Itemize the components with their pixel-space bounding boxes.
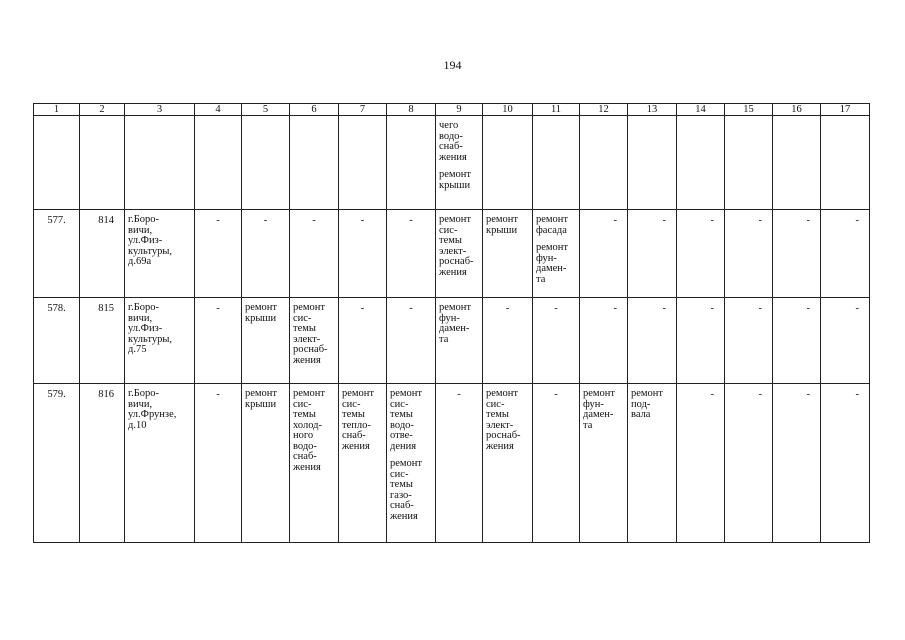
address-line: д.69а bbox=[128, 256, 152, 267]
carryover-cell-7 bbox=[339, 116, 387, 210]
address-line: д.10 bbox=[128, 419, 147, 431]
work-text-line: сис- bbox=[390, 468, 409, 480]
work-text-line: жения bbox=[293, 461, 321, 473]
header-cell-7: 7 bbox=[339, 104, 387, 116]
work-text-line: дамен- bbox=[583, 409, 614, 420]
work-text-line: ремонт bbox=[486, 214, 519, 225]
header-cell-11: 11 bbox=[533, 104, 580, 116]
header-cell-10: 10 bbox=[483, 104, 533, 116]
work-text-line: ремонт bbox=[536, 214, 569, 225]
address-line: д.75 bbox=[128, 344, 147, 355]
work-cell bbox=[242, 298, 290, 384]
carryover-cell-17 bbox=[821, 116, 870, 210]
carryover-cell-11 bbox=[533, 116, 580, 210]
address-cell bbox=[125, 298, 195, 384]
dash-cell: - bbox=[195, 210, 242, 298]
work-text-line: темы bbox=[390, 479, 413, 490]
work-text-line: под- bbox=[631, 398, 651, 410]
work-text-line: ремонт bbox=[536, 242, 569, 253]
work-text-line: сис- bbox=[486, 398, 505, 410]
work-text-line: дения bbox=[390, 440, 417, 452]
work-text-line: сис- bbox=[293, 312, 312, 324]
work-text-line: ремонт bbox=[245, 388, 278, 399]
dash-cell: - bbox=[387, 298, 436, 384]
carryover-text-line: ремонт bbox=[439, 169, 472, 180]
address-line: вичи, bbox=[128, 312, 153, 324]
work-text-line: роснаб- bbox=[439, 256, 474, 267]
address-line: г.Боро- bbox=[128, 214, 160, 225]
work-text-line: темы bbox=[293, 323, 316, 334]
dash-cell: - bbox=[290, 210, 339, 298]
work-text-line: роснаб- bbox=[293, 344, 328, 355]
header-cell-6: 6 bbox=[290, 104, 339, 116]
dash-cell: - bbox=[387, 210, 436, 298]
row-number-cell: 578. bbox=[34, 298, 80, 384]
work-text-line: элект- bbox=[486, 419, 514, 431]
header-cell-15: 15 bbox=[725, 104, 773, 116]
address-line: вичи, bbox=[128, 398, 153, 410]
carryover-cell-13 bbox=[628, 116, 677, 210]
header-cell-12: 12 bbox=[580, 104, 628, 116]
work-text-line: крыши bbox=[245, 398, 277, 410]
dash-cell: - bbox=[628, 298, 677, 384]
header-cell-4: 4 bbox=[195, 104, 242, 116]
dash-cell: - bbox=[436, 384, 483, 543]
house-id-cell: 816 bbox=[80, 384, 125, 543]
dash-cell: - bbox=[483, 298, 533, 384]
header-cell-14: 14 bbox=[677, 104, 725, 116]
work-text-line: снаб- bbox=[390, 500, 414, 511]
work-text-line: сис- bbox=[342, 398, 361, 410]
dash-cell: - bbox=[677, 384, 725, 543]
work-text-line: темы bbox=[390, 409, 413, 420]
work-cell bbox=[628, 384, 677, 543]
dash-cell: - bbox=[725, 384, 773, 543]
work-text-line: вала bbox=[631, 409, 651, 420]
dash-cell: - bbox=[339, 298, 387, 384]
row-number-cell: 577. bbox=[34, 210, 80, 298]
work-text-line: ремонт bbox=[293, 302, 326, 313]
address-line: вичи, bbox=[128, 224, 153, 236]
work-text-line: ремонт bbox=[342, 388, 375, 399]
work-text-line: дамен- bbox=[536, 263, 567, 274]
address-line: ул.Физ- bbox=[128, 323, 163, 334]
work-text-line: темы bbox=[486, 409, 509, 420]
address-line: г.Боро- bbox=[128, 302, 160, 313]
work-text-line: водо- bbox=[390, 419, 414, 431]
dash-cell: - bbox=[725, 210, 773, 298]
dash-cell: - bbox=[677, 298, 725, 384]
carryover-cell-3 bbox=[125, 116, 195, 210]
work-text-line: темы bbox=[439, 235, 462, 246]
work-cell bbox=[580, 384, 628, 543]
work-text-line: крыши bbox=[486, 224, 518, 236]
carryover-cell-1 bbox=[34, 116, 80, 210]
carryover-cell-4 bbox=[195, 116, 242, 210]
dash-cell: - bbox=[773, 384, 821, 543]
carryover-cell-8 bbox=[387, 116, 436, 210]
address-line: ул.Фрунзе, bbox=[128, 409, 177, 420]
address-line: г.Боро- bbox=[128, 388, 160, 399]
work-text-line: жения bbox=[293, 354, 321, 366]
work-cell bbox=[483, 384, 533, 543]
work-text-line: жения bbox=[342, 440, 370, 452]
carryover-text-line: снаб- bbox=[439, 141, 463, 152]
work-text-line: газо- bbox=[390, 489, 412, 501]
carryover-cell-12 bbox=[580, 116, 628, 210]
header-cell-9: 9 bbox=[436, 104, 483, 116]
work-text-line: жения bbox=[486, 440, 514, 452]
dash-cell: - bbox=[580, 210, 628, 298]
work-cell bbox=[436, 298, 483, 384]
address-line: культуры, bbox=[128, 245, 172, 257]
work-text-line: снаб- bbox=[342, 430, 366, 441]
house-id-cell: 815 bbox=[80, 298, 125, 384]
table-row bbox=[34, 298, 870, 384]
address-cell bbox=[125, 210, 195, 298]
work-text-line: ремонт bbox=[631, 388, 664, 399]
carryover-text-line: водо- bbox=[439, 130, 463, 142]
work-cell bbox=[533, 210, 580, 298]
work-text-line: сис- bbox=[439, 224, 458, 236]
work-text-line: тепло- bbox=[342, 419, 371, 431]
dash-cell: - bbox=[195, 384, 242, 543]
dash-cell: - bbox=[242, 210, 290, 298]
work-text-line: ремонт bbox=[583, 388, 616, 399]
header-cell-1: 1 bbox=[34, 104, 80, 116]
dash-cell: - bbox=[339, 210, 387, 298]
dash-cell: - bbox=[628, 210, 677, 298]
work-text-line: ремонт bbox=[245, 302, 278, 313]
work-cell bbox=[339, 384, 387, 543]
work-text-line: та bbox=[439, 333, 449, 345]
work-text-line: темы bbox=[293, 409, 316, 420]
carryover-text-line: крыши bbox=[439, 179, 471, 191]
carryover-cell-5 bbox=[242, 116, 290, 210]
carryover-cell-9 bbox=[436, 116, 483, 210]
carryover-cell-10 bbox=[483, 116, 533, 210]
work-text-line: та bbox=[536, 273, 546, 285]
work-text-line: элект- bbox=[293, 333, 321, 345]
work-text-line: сис- bbox=[390, 398, 409, 410]
dash-cell: - bbox=[821, 384, 870, 543]
dash-cell: - bbox=[533, 384, 580, 543]
dash-cell: - bbox=[773, 298, 821, 384]
dash-cell: - bbox=[533, 298, 580, 384]
header-cell-5: 5 bbox=[242, 104, 290, 116]
work-text-line: отве- bbox=[390, 430, 413, 441]
work-cell bbox=[483, 210, 533, 298]
work-text-line: ремонт bbox=[439, 302, 472, 313]
carryover-text-line: чего bbox=[439, 120, 459, 131]
work-text-line: фун- bbox=[536, 252, 557, 264]
header-cell-17: 17 bbox=[821, 104, 870, 116]
row-number-cell: 579. bbox=[34, 384, 80, 543]
header-cell-8: 8 bbox=[387, 104, 436, 116]
work-text-line: ремонт bbox=[390, 388, 423, 399]
work-cell bbox=[436, 210, 483, 298]
work-text-line: дамен- bbox=[439, 323, 470, 334]
work-text-line: элект- bbox=[439, 245, 467, 257]
header-cell-16: 16 bbox=[773, 104, 821, 116]
header-cell-13: 13 bbox=[628, 104, 677, 116]
carryover-row bbox=[34, 116, 870, 210]
header-cell-2: 2 bbox=[80, 104, 125, 116]
work-text-line: ремонт bbox=[486, 388, 519, 399]
work-cell bbox=[387, 384, 436, 543]
work-text-line: жения bbox=[439, 266, 467, 278]
table-body bbox=[34, 104, 870, 543]
work-text-line: ремонт bbox=[439, 214, 472, 225]
work-text-line: ного bbox=[293, 430, 314, 441]
page-number: 194 bbox=[443, 58, 462, 72]
carryover-cell-6 bbox=[290, 116, 339, 210]
work-text-line: ремонт bbox=[390, 458, 423, 469]
carryover-cell-14 bbox=[677, 116, 725, 210]
address-line: ул.Физ- bbox=[128, 235, 163, 246]
dash-cell: - bbox=[580, 298, 628, 384]
address-cell bbox=[125, 384, 195, 543]
work-text-line: водо- bbox=[293, 440, 317, 452]
work-cell bbox=[290, 384, 339, 543]
carryover-text-line: жения bbox=[439, 151, 467, 163]
work-cell bbox=[242, 384, 290, 543]
dash-cell: - bbox=[821, 210, 870, 298]
work-text-line: жения bbox=[390, 510, 418, 522]
work-text-line: та bbox=[583, 419, 593, 431]
address-line: культуры, bbox=[128, 333, 172, 345]
work-text-line: холод- bbox=[293, 419, 322, 431]
carryover-cell-15 bbox=[725, 116, 773, 210]
dash-cell: - bbox=[195, 298, 242, 384]
table-row bbox=[34, 384, 870, 543]
dash-cell: - bbox=[725, 298, 773, 384]
work-text-line: снаб- bbox=[293, 451, 317, 462]
header-cell-3: 3 bbox=[125, 104, 195, 116]
carryover-cell-16 bbox=[773, 116, 821, 210]
works-table bbox=[33, 103, 870, 543]
work-text-line: ремонт bbox=[293, 388, 326, 399]
work-cell bbox=[290, 298, 339, 384]
header-row bbox=[34, 104, 870, 116]
table-row bbox=[34, 210, 870, 298]
work-text-line: фун- bbox=[583, 398, 604, 410]
work-text-line: крыши bbox=[245, 312, 277, 324]
work-text-line: сис- bbox=[293, 398, 312, 410]
work-text-line: фасада bbox=[536, 224, 567, 236]
house-id-cell: 814 bbox=[80, 210, 125, 298]
work-text-line: темы bbox=[342, 409, 365, 420]
dash-cell: - bbox=[677, 210, 725, 298]
dash-cell: - bbox=[773, 210, 821, 298]
work-text-line: роснаб- bbox=[486, 430, 521, 441]
carryover-cell-2 bbox=[80, 116, 125, 210]
dash-cell: - bbox=[821, 298, 870, 384]
work-text-line: фун- bbox=[439, 312, 460, 324]
